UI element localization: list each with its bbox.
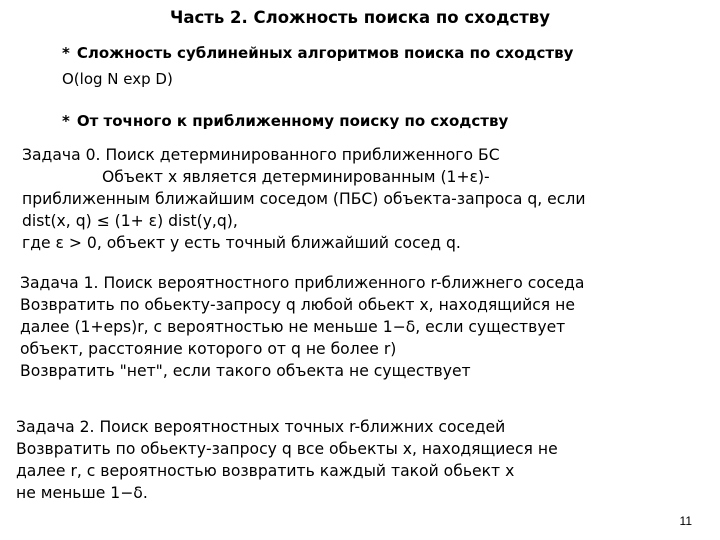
task-1-line: Возвратить "нет", если такого объекта не существует <box>20 362 471 380</box>
complexity-formula: O(log N exp D) <box>62 70 173 88</box>
task-0-line: Объект x является детерминированным (1+ε)- <box>102 168 490 186</box>
task-2-line: далее r, с вероятностью возвратить каждый такой обьект x <box>16 462 515 480</box>
task-2-line: не меньше 1−δ. <box>16 484 148 502</box>
task-2-line: Возвратить по обьекту-запросу q все обьекты x, находящиеся не <box>16 440 558 458</box>
task-0-block <box>22 144 585 254</box>
page-number: 11 <box>679 514 692 528</box>
bullet-sublinear-complexity <box>62 44 573 62</box>
task-1-line: Возвратить по обьекту-запросу q любой обьект x, находящийся не <box>20 296 575 314</box>
bullet-marker: * <box>62 112 70 130</box>
bullet-exact-to-approximate <box>62 112 508 130</box>
task-1-line: далее (1+eps)r, с вероятностью не меньше 1−δ, если существует <box>20 318 566 336</box>
slide-title: Часть 2. Сложность поиска по сходству <box>170 8 550 27</box>
task-2-line: Задача 2. Поиск вероятностных точных r-ближних соседей <box>16 418 506 436</box>
task-1-block <box>20 272 584 382</box>
task-0-line: где ε > 0, объект y есть точный ближайший сосед q. <box>22 234 461 252</box>
task-0-line: приближенным ближайшим соседом (ПБС) объекта-запроса q, если <box>22 190 586 208</box>
task-1-line: Задача 1. Поиск вероятностного приближенного r-ближнего соседа <box>20 274 585 292</box>
bullet-marker: * <box>62 44 70 62</box>
task-0-line: dist(x, q) ≤ (1+ ε) dist(y,q), <box>22 212 238 230</box>
bullet-text: Сложность сублинейных алгоритмов поиска по сходству <box>76 44 574 62</box>
task-2-block <box>16 416 558 504</box>
bullet-text: От точного к приближенному поиску по сходству <box>76 112 509 130</box>
task-1-line: объект, расстояние которого от q не более r) <box>20 340 397 358</box>
task-0-line: Задача 0. Поиск детерминированного приближенного БС <box>22 146 500 164</box>
